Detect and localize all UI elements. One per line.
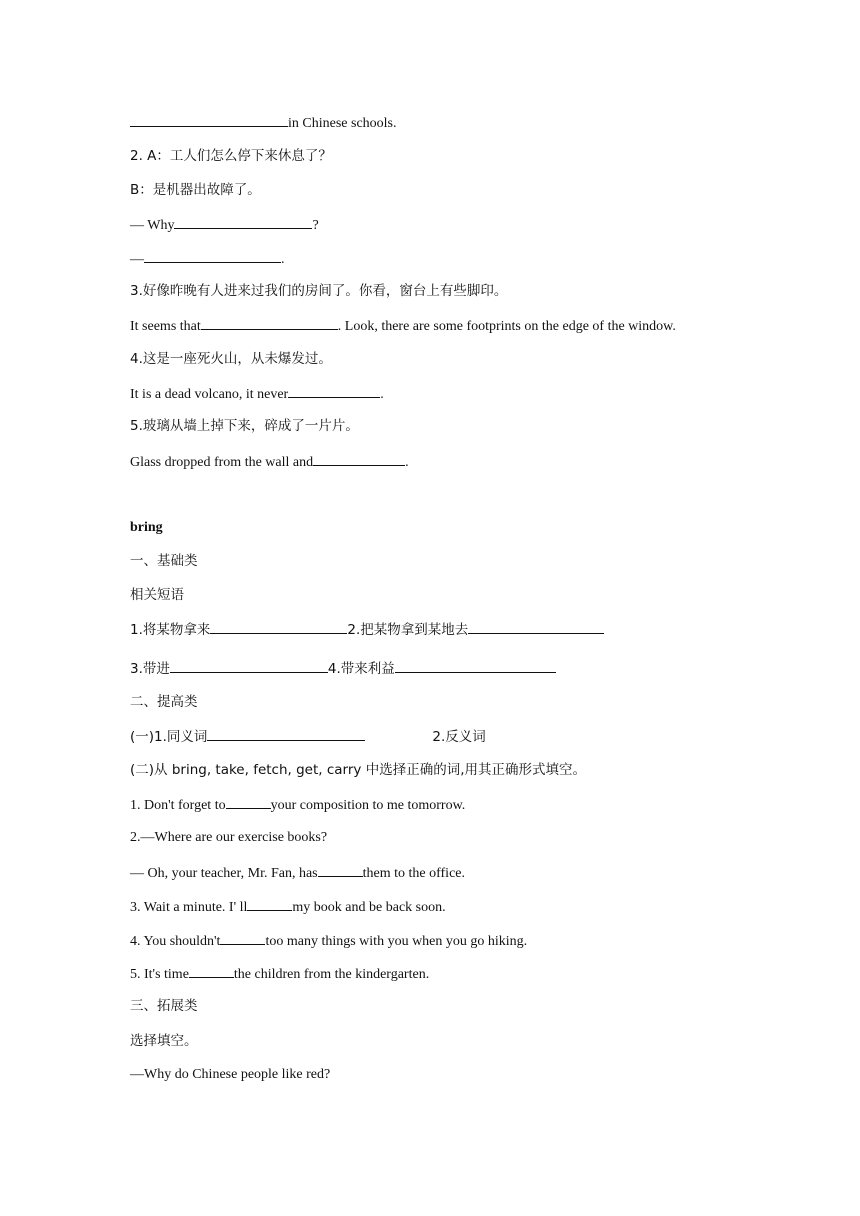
sentence-text: It seems that [130,319,201,334]
category-advanced: 二、提高类 [130,694,198,710]
exercise-item-2-question: 2.—Where are our exercise books? [130,830,328,845]
sentence-text: my book and be back soon. [292,900,446,915]
phrase-label: 3.带进 [130,661,170,677]
sentence-text: . [380,387,384,402]
question-3-prompt: 3.好像昨晚有人进来过我们的房间了。你看，窗台上有些脚印。 [130,283,508,299]
category-basic: 一、基础类 [130,553,198,569]
question-4-prompt: 4.这是一座死火山，从未爆发过。 [130,351,332,367]
fill-line-3 [130,315,676,337]
answer-blank[interactable] [201,315,338,330]
sentence-text: — [130,252,144,267]
answer-blank[interactable] [174,214,312,229]
sentence-text: . [281,252,285,267]
choice-instruction: 选择填空。 [130,1033,198,1049]
synonym-antonym-row [130,726,486,747]
sentence-text: — Oh, your teacher, Mr. Fan, has [130,866,318,881]
sentence-text: Glass dropped from the wall and [130,455,314,470]
question-2-prompt-b: B：是机器出故障了。 [130,182,261,198]
antonym-label: 2.反义词 [432,729,486,745]
sentence-text: . [405,455,409,470]
sentence-text: in Chinese schools. [288,116,397,131]
phrase-label: 1.将某物拿来 [130,622,211,638]
answer-blank[interactable] [130,112,288,127]
answer-blank[interactable] [395,658,556,673]
sentence-text: 1. Don't forget to [130,798,226,813]
answer-blank[interactable] [189,963,234,978]
exercise-item-1 [130,794,465,816]
sentence-text: ? [312,218,319,233]
phrase-label: 2.把某物拿到某地去 [347,622,469,638]
synonym-label: (一)1.同义词 [130,729,208,745]
exercise-item-2-answer [130,862,465,884]
answer-blank[interactable] [247,896,292,911]
sentence-text: — Why [130,218,175,233]
exercise-instruction: (二)从 bring, take, fetch, get, carry 中选择正确的词,用其正确形式填空。 [130,762,586,778]
answer-blank[interactable] [170,658,328,673]
fill-line-1 [130,112,397,134]
sentence-text: 3. Wait a minute. I' ll [130,900,248,915]
answer-blank[interactable] [313,451,405,466]
exercise-item-5 [130,963,429,985]
sentence-text: them to the office. [362,866,465,881]
category-extension: 三、拓展类 [130,998,198,1014]
fill-line-5 [130,451,409,473]
fill-line-4 [130,383,384,405]
sentence-text: 5. It's time [130,967,189,982]
answer-blank[interactable] [144,248,281,263]
sentence-text: It is a dead volcano, it never [130,387,289,402]
answer-blank[interactable] [318,862,363,877]
exercise-item-4 [130,930,527,952]
question-2-prompt-a: 2. A：工人们怎么停下来休息了？ [130,148,332,164]
answer-blank[interactable] [207,726,365,741]
fill-line-why [130,214,319,236]
fill-line-answer [130,248,285,270]
sentence-text: . Look, there are some footprints on the edge of the window. [337,319,676,334]
related-phrases-label: 相关短语 [130,587,184,603]
exercise-item-3 [130,896,446,918]
answer-blank[interactable] [220,930,265,945]
section-heading-bring: bring [130,520,163,535]
question-5-prompt: 5.玻璃从墙上掉下来，碎成了一片片。 [130,418,359,434]
answer-blank[interactable] [288,383,380,398]
sentence-text: too many things with you when you go hiking. [265,934,528,949]
answer-blank[interactable] [468,619,604,634]
answer-blank[interactable] [226,794,271,809]
sentence-text: 4. You shouldn't [130,934,221,949]
phrase-row-1 [130,619,604,640]
sentence-text: your composition to me tomorrow. [270,798,466,813]
phrase-row-2 [130,658,556,679]
choice-question: —Why do Chinese people like red? [130,1067,331,1082]
sentence-text: the children from the kindergarten. [233,967,430,982]
phrase-label: 4.带来利益 [327,661,395,677]
answer-blank[interactable] [210,619,347,634]
